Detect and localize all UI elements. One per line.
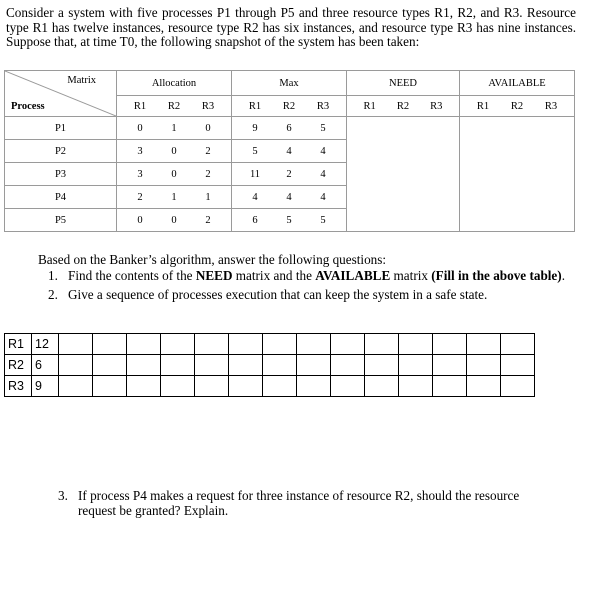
corner-header-cell — [5, 71, 117, 117]
max-cell: 6 5 5 — [232, 209, 347, 232]
process-cell: P5 — [5, 209, 117, 232]
need-fill-area[interactable] — [347, 117, 460, 232]
matrix-label: Matrix — [67, 75, 96, 86]
max-cell: 5 4 4 — [232, 140, 347, 163]
question-text: Give a sequence of processes execution that can keep the system in a safe state. — [68, 287, 488, 302]
allocation-cell: 0 1 0 — [117, 117, 232, 140]
intro-paragraph: Consider a system with five processes P1 through P5 and three resource types R1, R2, and R3. Resource type R1 has twelve instances, resource type R2 has six instances, and resource type R3 has nine instances. Suppose that, at time T0, the following snapshot of the system has been taken: — [6, 5, 576, 49]
resource-label: R3 — [5, 376, 32, 397]
grid-row — [5, 334, 535, 355]
available-header: AVAILABLE — [460, 71, 575, 96]
allocation-cell: 0 0 2 — [117, 209, 232, 232]
bankers-table — [4, 70, 575, 232]
allocation-header: Allocation — [117, 71, 232, 96]
grid-row — [5, 355, 535, 376]
max-cell: 9 6 5 — [232, 117, 347, 140]
max-cell: 11 2 4 — [232, 163, 347, 186]
available-subheader: R1 R2 R3 — [460, 96, 575, 117]
need-header: NEED — [347, 71, 460, 96]
resource-grid — [4, 333, 535, 397]
available-fill-area[interactable] — [460, 117, 575, 232]
need-subheader: R1 R2 R3 — [347, 96, 460, 117]
question-number: 1. — [48, 268, 58, 283]
max-subheader: R1 R2 R3 — [232, 96, 347, 117]
allocation-cell: 3 0 2 — [117, 163, 232, 186]
question-1 — [38, 268, 568, 283]
questions-block — [38, 252, 568, 302]
question-3 — [48, 488, 548, 518]
process-label: Process — [11, 101, 45, 112]
max-cell: 4 4 4 — [232, 186, 347, 209]
resource-label: R2 — [5, 355, 32, 376]
resource-label: R1 — [5, 334, 32, 355]
allocation-cell: 3 0 2 — [117, 140, 232, 163]
allocation-subheader: R1 R2 R3 — [117, 96, 232, 117]
process-cell: P3 — [5, 163, 117, 186]
question-text: If process P4 makes a request for three instance of resource R2, should the resource request be granted? Explain. — [78, 488, 520, 518]
question-text: Find the contents of the NEED matrix and the AVAILABLE matrix (Fill in the above table). — [68, 268, 565, 283]
resource-value: 9 — [32, 376, 59, 397]
process-cell: P1 — [5, 117, 117, 140]
grid-row — [5, 376, 535, 397]
max-header: Max — [232, 71, 347, 96]
question-2 — [38, 287, 568, 302]
question-number: 2. — [48, 287, 58, 302]
questions-lead: Based on the Banker’s algorithm, answer the following questions: — [38, 252, 387, 267]
process-cell: P2 — [5, 140, 117, 163]
resource-value: 12 — [32, 334, 59, 355]
resource-value: 6 — [32, 355, 59, 376]
allocation-cell: 2 1 1 — [117, 186, 232, 209]
table-row — [5, 117, 575, 140]
question-number: 3. — [58, 488, 68, 503]
process-cell: P4 — [5, 186, 117, 209]
